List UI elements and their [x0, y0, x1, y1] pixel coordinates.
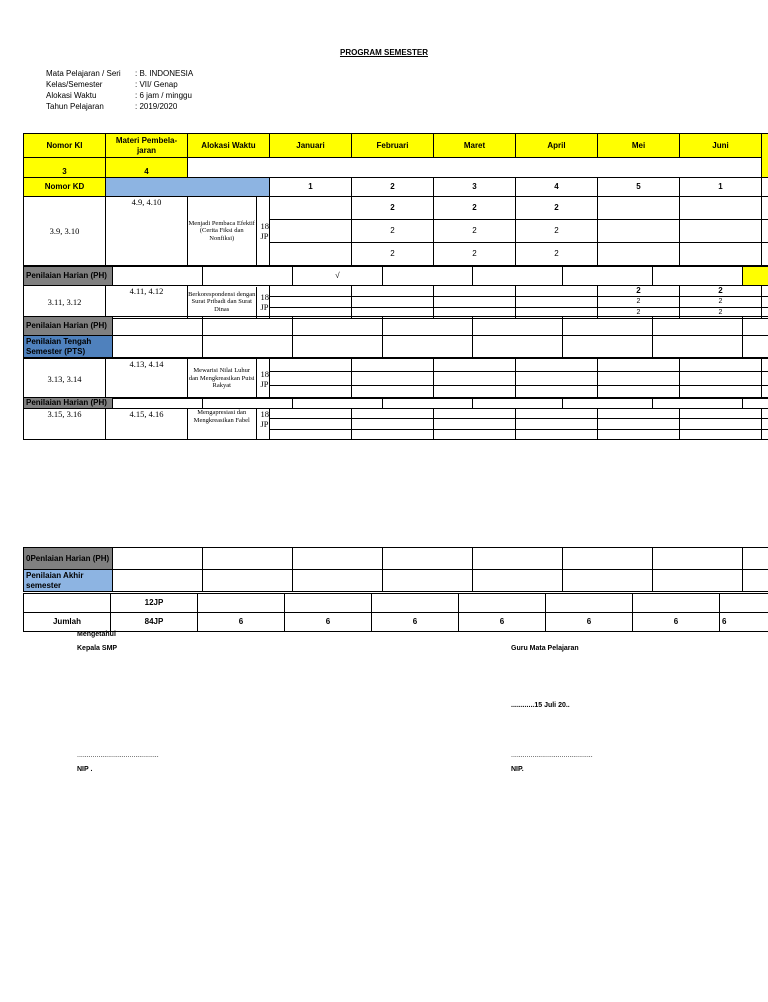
col-month: Mei — [598, 134, 680, 158]
empty-cell — [203, 336, 293, 358]
empty-cell — [203, 267, 293, 286]
empty-cell — [762, 409, 768, 419]
empty-cell — [434, 297, 516, 308]
cell-value: 2 — [516, 243, 598, 266]
info-row-class: Kelas/Semester : VII/ Genap — [46, 80, 178, 89]
empty-cell — [762, 243, 768, 266]
empty-cell — [113, 398, 203, 409]
empty-cell — [270, 197, 352, 220]
total-value: 6 — [546, 613, 633, 632]
materi-cell: 4.13, 4.14 — [106, 359, 188, 399]
empty-cell — [680, 419, 762, 429]
empty-cell — [563, 336, 653, 358]
week-number: 4 — [516, 178, 598, 197]
cell-value: 2 — [516, 220, 598, 243]
cell-value: 2 — [434, 243, 516, 266]
pas-label: Penilaian Akhir semester — [24, 570, 113, 592]
empty-cell — [203, 317, 293, 336]
empty-cell — [762, 429, 768, 439]
cell-value: 2 — [434, 220, 516, 243]
empty-cell — [113, 317, 203, 336]
empty-cell — [188, 158, 762, 178]
alokasi-cell — [188, 409, 270, 440]
empty-cell — [563, 570, 653, 592]
materi-cell: 4.9, 4.10 — [106, 197, 188, 266]
info-row-time: Alokasi Waktu : 6 jam / minggu — [46, 91, 192, 100]
empty-cell — [459, 594, 546, 613]
empty-cell — [653, 317, 743, 336]
topic-desc: Mewarisi Nilai Luhur dan Mengkreasikan Puisi Rakyat — [188, 359, 257, 398]
empty-cell — [516, 286, 598, 297]
empty-cell — [285, 594, 372, 613]
empty-cell — [352, 419, 434, 429]
info-row-year: Tahun Pelajaran : 2019/2020 — [46, 102, 178, 111]
empty-cell — [680, 243, 762, 266]
date-text: ............15 Juli 20.. — [511, 702, 570, 709]
week-number: 5 — [598, 178, 680, 197]
page-title: PROGRAM SEMESTER — [339, 48, 428, 57]
empty-cell — [270, 429, 352, 439]
kd-cell: 3.15, 3.16 — [24, 409, 106, 440]
total-value: 6 — [198, 613, 285, 632]
empty-cell — [203, 570, 293, 592]
empty-cell — [383, 336, 473, 358]
jumlah-label: Jumlah — [24, 613, 111, 632]
empty-cell — [293, 336, 383, 358]
empty-cell — [434, 429, 516, 439]
empty-cell — [270, 220, 352, 243]
empty-cell — [270, 372, 352, 385]
empty-cell — [434, 419, 516, 429]
empty-cell — [270, 297, 352, 308]
empty-cell — [352, 429, 434, 439]
empty-cell — [563, 317, 653, 336]
empty-cell — [516, 409, 598, 419]
empty-cell — [762, 197, 768, 220]
empty-cell — [680, 429, 762, 439]
week-number: 3 — [434, 178, 516, 197]
empty-cell — [546, 594, 633, 613]
col-alokasi: Alokasi Waktu — [188, 134, 270, 158]
empty-cell — [372, 594, 459, 613]
cell-value: 2 — [680, 286, 762, 297]
cell-value: 2 — [598, 308, 680, 319]
empty-cell — [434, 286, 516, 297]
empty-cell — [653, 398, 743, 409]
empty-cell — [270, 243, 352, 266]
empty-cell — [598, 243, 680, 266]
empty-cell — [598, 220, 680, 243]
empty-cell — [198, 594, 285, 613]
empty-cell — [598, 429, 680, 439]
empty-cell — [473, 317, 563, 336]
col-month: Februari — [352, 134, 434, 158]
totals-table — [23, 593, 768, 632]
empty-cell — [743, 548, 768, 570]
ph-row-1 — [23, 266, 768, 286]
empty-cell — [352, 286, 434, 297]
empty-cell — [113, 336, 203, 358]
empty-cell — [516, 429, 598, 439]
empty-cell — [653, 570, 743, 592]
empty-cell — [352, 297, 434, 308]
empty-cell — [680, 409, 762, 419]
topic-desc: Mengapresiasi dan Mengkreasikan Fabel — [188, 409, 257, 439]
empty-cell — [598, 419, 680, 429]
cell-value: 2 — [352, 220, 434, 243]
cell-value: 2 — [516, 197, 598, 220]
jp84-value: 84JP — [111, 613, 198, 632]
week-number: 1 — [680, 178, 762, 197]
info-block — [46, 68, 193, 112]
materi-value: 4 — [106, 158, 188, 178]
topic-desc: Menjadi Pembaca Efektif (Cerita Fiksi dan Nonfiksi) — [188, 197, 257, 265]
col-month: April — [516, 134, 598, 158]
empty-cell — [762, 220, 768, 243]
empty-cell — [113, 548, 203, 570]
empty-cell — [270, 409, 352, 419]
block-3-13 — [23, 358, 768, 399]
empty-cell — [563, 548, 653, 570]
empty-cell — [743, 317, 768, 336]
cell-value: 2 — [352, 243, 434, 266]
empty-cell — [383, 398, 473, 409]
nip-right: NIP. — [511, 766, 524, 773]
empty-cell — [383, 548, 473, 570]
total-value: 6 — [633, 613, 720, 632]
ki-value: 3 — [24, 158, 106, 178]
empty-cell — [270, 419, 352, 429]
empty-cell — [653, 336, 743, 358]
empty-cell — [762, 419, 768, 429]
cell-value: 2 — [598, 286, 680, 297]
ph0-label: 0Penlaian Harian (PH) — [24, 548, 113, 570]
jp-value: 18 JP — [260, 221, 269, 241]
empty-cell — [680, 372, 762, 385]
col-extra — [762, 134, 768, 178]
ph-label: Penilaian Harian (PH) — [24, 317, 113, 336]
empty-cell — [598, 197, 680, 220]
lower-assess-table — [23, 547, 768, 592]
empty-cell — [293, 317, 383, 336]
total-value: 6 — [372, 613, 459, 632]
empty-cell — [203, 398, 293, 409]
schedule-table-header — [23, 133, 768, 266]
signature-line-left: .......................................... — [77, 752, 159, 759]
empty-cell — [352, 409, 434, 419]
cell-value: 2 — [434, 197, 516, 220]
empty-cell — [653, 548, 743, 570]
empty-cell — [352, 372, 434, 385]
empty-cell — [473, 267, 563, 286]
col-nomor-ki: Nomor KI — [24, 134, 106, 158]
empty-cell — [680, 359, 762, 372]
block-3-15 — [23, 408, 768, 440]
topic-desc: Berkorespondensi dengan Surat Pribadi dan Surat Dinas — [188, 287, 257, 318]
empty-cell — [293, 548, 383, 570]
kd-label: Nomor KD — [24, 178, 106, 197]
ph-label: Penilaian Harian (PH) — [24, 267, 113, 286]
empty-cell — [434, 359, 516, 372]
empty-cell — [762, 372, 768, 385]
empty-cell — [383, 267, 473, 286]
empty-cell — [762, 286, 768, 297]
total-value: 6 — [720, 613, 768, 632]
empty-cell — [762, 359, 768, 372]
empty-cell — [598, 359, 680, 372]
week-number: 2 — [352, 178, 434, 197]
empty-cell — [762, 297, 768, 308]
nip-left: NIP . — [77, 766, 93, 773]
pts-label: Penilaian Tengah Semester (PTS) — [24, 336, 113, 358]
empty-cell — [113, 570, 203, 592]
jp-value: 18 JP — [260, 368, 269, 389]
total-value: 6 — [285, 613, 372, 632]
empty-cell — [598, 372, 680, 385]
empty-cell — [633, 594, 720, 613]
cell-value: 2 — [598, 297, 680, 308]
empty-cell — [743, 398, 768, 409]
check-mark: √ — [293, 267, 383, 286]
ph-pts-rows — [23, 316, 768, 358]
empty-cell — [473, 398, 563, 409]
block-3-11 — [23, 285, 768, 319]
ph-label: Penilaian Harian (PH) — [24, 398, 113, 409]
cell-value: 2 — [680, 297, 762, 308]
alokasi-cell — [188, 197, 270, 266]
empty-cell — [743, 267, 768, 286]
empty-cell — [383, 317, 473, 336]
empty-cell — [720, 594, 768, 613]
empty-cell — [203, 548, 293, 570]
materi-cell: 4.11, 4.12 — [106, 286, 188, 319]
empty-cell — [516, 297, 598, 308]
jp12-value: 12JP — [111, 594, 198, 613]
cell-value: 2 — [352, 197, 434, 220]
empty-cell — [383, 570, 473, 592]
total-value: 6 — [459, 613, 546, 632]
kd-cell: 3.11, 3.12 — [24, 286, 106, 319]
empty-cell — [680, 197, 762, 220]
empty-cell — [563, 398, 653, 409]
materi-cell: 4.15, 4.16 — [106, 409, 188, 440]
alokasi-cell — [188, 286, 270, 319]
empty-cell — [473, 336, 563, 358]
empty-cell — [473, 548, 563, 570]
empty-cell — [270, 359, 352, 372]
empty-cell — [743, 570, 768, 592]
empty-cell — [113, 267, 203, 286]
guru-text: Guru Mata Pelajaran — [511, 645, 579, 652]
empty-cell — [680, 220, 762, 243]
week-number: 1 — [270, 178, 352, 197]
empty-cell — [762, 178, 768, 197]
empty-cell — [516, 359, 598, 372]
empty-cell — [293, 570, 383, 592]
mengetahui-text: Mengetahui — [77, 631, 116, 638]
kd-cell: 3.9, 3.10 — [24, 197, 106, 266]
alokasi-cell — [188, 359, 270, 399]
kepala-text: Kepala SMP — [77, 645, 118, 652]
empty-cell — [516, 419, 598, 429]
empty-cell — [24, 594, 111, 613]
col-month: Januari — [270, 134, 352, 158]
empty-cell — [434, 372, 516, 385]
jp-value: 18 JP — [260, 292, 269, 312]
empty-cell — [743, 336, 768, 358]
signature-line-right: .......................................... — [511, 752, 593, 759]
kd-blue-cell — [106, 178, 270, 197]
col-materi: Materi Pembela-jaran — [106, 134, 188, 158]
cell-value: 2 — [680, 308, 762, 319]
empty-cell — [516, 372, 598, 385]
col-month: Juni — [680, 134, 762, 158]
empty-cell — [293, 398, 383, 409]
info-row-subject: Mata Pelajaran / Seri : B. INDONESIA — [46, 69, 194, 78]
empty-cell — [434, 409, 516, 419]
empty-cell — [473, 570, 563, 592]
empty-cell — [352, 359, 434, 372]
empty-cell — [563, 267, 653, 286]
jp-value: 18 JP — [260, 409, 269, 429]
empty-cell — [270, 286, 352, 297]
empty-cell — [598, 409, 680, 419]
col-month: Maret — [434, 134, 516, 158]
kd-cell: 3.13, 3.14 — [24, 359, 106, 399]
empty-cell — [653, 267, 743, 286]
